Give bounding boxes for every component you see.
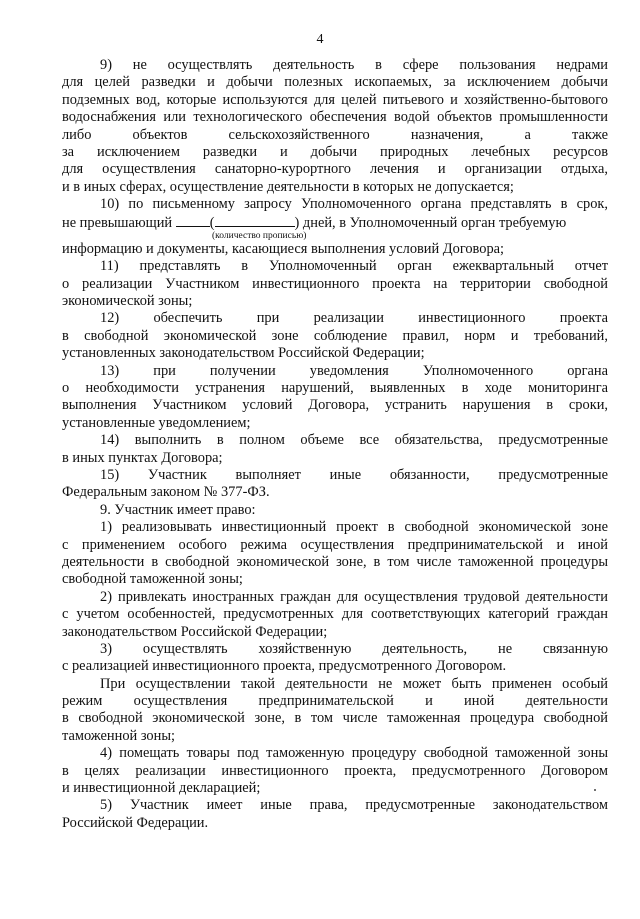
blank-caption: (количество прописью) [212,230,307,241]
text-line: в свободной экономической зоне соблюдение правил, норм и требований, [62,327,608,344]
text-line: Российской Федерации. [62,814,209,831]
text-line: либо объектов сельскохозяйственного назначения, а также [62,126,608,143]
text-line: в свободной экономической зоне, в том числе таможенная процедура свободной [62,710,608,727]
text-line: за исключением разведки и добычи природных лечебных ресурсов [62,143,608,160]
text-line: экономической зоны; [62,293,193,310]
text-line: 10) по письменному запросу Уполномоченного органа представлять в срок, [100,196,608,213]
text-line: 11) представлять в Уполномоченный орган ежеквартальный отчет [100,258,608,275]
text-line: о необходимости устранения нарушений, выявленных в ходе мониторинга [62,380,608,397]
text-line: 3) осуществлять хозяйственную деятельность, не связанную [100,640,608,657]
text-line: деятельности в свободной экономической зоне, в том числе таможенной процедуры [62,553,608,570]
text-line: 14) выполнить в полном объеме все обязательства, предусмотренные [100,432,608,449]
page-number: 4 [316,32,324,47]
text-line: для осуществления санаторно-курортного лечения и организации отдыха, [62,161,608,178]
text-line: установленные уведомлением; [62,414,251,431]
fill-in-line [62,214,608,231]
text-line: для целей разведки и добычи полезных ископаемых, за исключением добычи [62,74,608,91]
document-body [62,57,608,832]
scan-speck [594,789,596,791]
text-fragment: ( [209,214,215,231]
text-line: в иных пунктах Договора; [62,449,223,466]
text-line: о реализации Участником инвестиционного проекта на территории свободной [62,275,608,292]
text-line: При осуществлении такой деятельности не может быть применен особый [100,675,608,692]
text-line: с реализацией инвестиционного проекта, предусмотренного Договором. [62,658,507,675]
blank-field-days-words [215,214,295,227]
blank-field-days [176,214,210,227]
text-line: 15) Участник выполняет иные обязанности, предусмотренные [100,466,608,483]
text-fragment: ) дней, в Уполномоченный орган требуемую [294,214,567,231]
text-line: в целях реализации инвестиционного проекта, предусмотренного Договором [62,762,608,779]
text-line: режим осуществления предпринимательской и иной деятельности [62,693,608,710]
text-line: 12) обеспечить при реализации инвестиционного проекта [100,310,608,327]
text-line: подземных вод, которые используются для целей питьевого и хозяйственно-бытового [62,91,608,108]
text-line: 13) при получении уведомления Уполномоченного органа [100,362,608,379]
text-line: выполнения Участником условий Договора, устранить нарушения в сроки, [62,397,608,414]
text-fragment: не превышающий [62,214,176,231]
text-line: законодательством Российской Федерации; [62,623,328,640]
text-line: установленных законодательством Российской Федерации; [62,345,425,362]
text-line: таможенной зоны; [62,727,175,744]
text-line: информацию и документы, касающиеся выполнения условий Договора; [62,240,505,257]
text-line: 4) помещать товары под таможенную процедуру свободной таможенной зоны [100,745,608,762]
text-line: с учетом особенностей, предусмотренных для соответствующих категорий граждан [62,606,608,623]
text-line: 2) привлекать иностранных граждан для осуществления трудовой деятельности [100,588,608,605]
text-line: свободной таможенной зоны; [62,571,243,588]
text-line: 1) реализовывать инвестиционный проект в свободной экономической зоне [100,519,608,536]
text-line: и инвестиционной декларацией; [62,780,261,797]
section-heading: 9. Участник имеет право: [100,501,256,518]
text-line: Федеральным законом № 377-ФЗ. [62,484,270,501]
text-line: водоснабжения или технологического обеспечения водой объектов промышленности [62,109,608,126]
text-line: 9) не осуществлять деятельность в сфере пользования недрами [100,57,608,73]
text-line: с применением особого режима осуществления предпринимательской и иной [62,536,608,553]
text-line: 5) Участник имеет иные права, предусмотренные законодательством [100,797,608,814]
text-line: и в иных сферах, осуществление деятельности в которых не допускается; [62,178,514,195]
